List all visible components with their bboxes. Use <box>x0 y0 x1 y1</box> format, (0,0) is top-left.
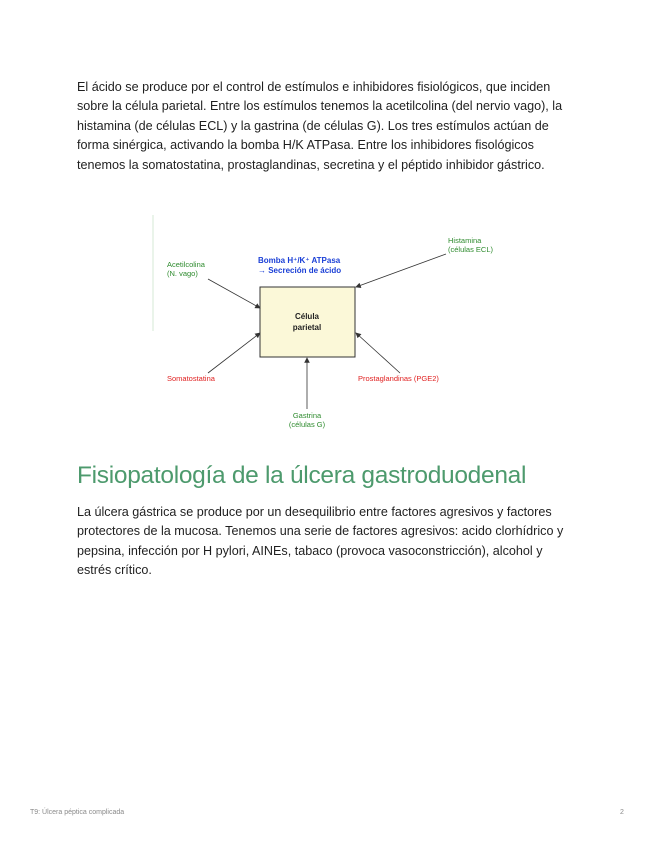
gastrin-label-line-1: Gastrina <box>292 411 322 420</box>
intro-paragraph: El ácido se produce por el control de estímulos e inhibidores fisiológicos, que inciden sobre la célula parietal. Entre los estímulos tenemos la acetilcolina (del nervio vago), la histamina (de células ECL) y la gastrina (de células G). Los tres estímulos actúan de forma sinérgica, activando la bomba H/K ATPasa. Entre los inhibidores fisológicos tenemos la somatostatina, prostaglandinas, secretina y el péptido inhibidor gástrico. <box>77 80 563 172</box>
pump-label-line-2: → Secreción de ácido <box>258 266 342 275</box>
prostaglandins-arrow <box>356 333 400 373</box>
parietal-cell-box <box>260 287 355 357</box>
histamine-arrow <box>356 254 446 287</box>
acetylcholine-arrow <box>208 279 260 308</box>
acetylcholine-label-line-1: Acetilcolina <box>167 260 205 269</box>
cell-label-line-1: Célula <box>294 312 320 321</box>
footer-title: T9: Úlcera péptica complicada <box>30 809 125 816</box>
histamine-label-line-2: (células ECL) <box>448 245 494 254</box>
pump-label-line-1: Bomba H⁺/K⁺ ATPasa <box>258 256 341 265</box>
gastrin-label-line-2: (células G) <box>288 420 326 429</box>
histamine-label-line-1: Histamina <box>448 236 482 245</box>
page-number: 2 <box>620 809 624 816</box>
acetylcholine-label-line-2: (N. vago) <box>167 269 198 278</box>
somatostatin-label: Somatostatina <box>167 374 215 383</box>
parietal-cell-diagram <box>150 213 505 435</box>
cell-label-line-2: parietal <box>292 323 322 332</box>
section-heading: Fisiopatología de la úlcera gastroduodenal <box>77 462 527 489</box>
ulcer-paragraph: La úlcera gástrica se produce por un desequilibrio entre factores agresivos y factores protectores de la mucosa. Tenemos una serie de factores agresivos: acido clorhídrico y pepsina, infección por H pylori, AINEs, tabaco (provoca vasoconstricción), alcohol y estrés crítico. <box>77 505 564 578</box>
somatostatin-arrow <box>208 333 260 373</box>
prostaglandins-label: Prostaglandinas (PGE2) <box>358 374 439 383</box>
